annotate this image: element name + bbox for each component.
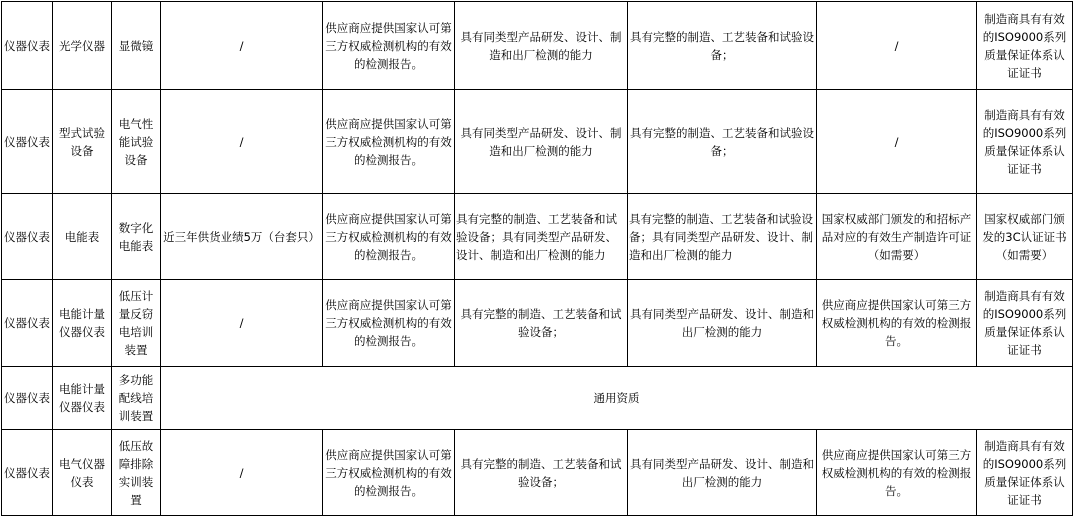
product-cell: 电气性能试验设备 — [112, 90, 161, 194]
capability-b-cell: 具有完整的制造、工艺装备和试验设备； — [628, 90, 817, 194]
capability-a-cell: 具有完整的制造、工艺装备和试验设备；具有同类型产品研发、设计、制造和出厂检测的能力 — [455, 194, 628, 280]
certificate-cell: 制造商具有有效的ISO9000系列质量保证体系认证证书 — [977, 430, 1073, 516]
table-row — [2, 90, 1073, 194]
capability-b-cell: 具有完整的制造、工艺装备和试验设备； — [628, 2, 817, 90]
table-row — [2, 280, 1073, 367]
certificate-cell: 制造商具有有效的ISO9000系列质量保证体系认证证书 — [977, 90, 1073, 194]
general-qualification-cell: 通用资质 — [161, 367, 1073, 430]
type-cell: 型式试验设备 — [53, 90, 112, 194]
certificate-cell: 制造商具有有效的ISO9000系列质量保证体系认证证书 — [977, 280, 1073, 367]
report-cell: 供应商应提供国家认可第三方权威检测机构的有效的检测报告。 — [323, 90, 455, 194]
performance-cell: / — [161, 90, 323, 194]
certificate-cell: 国家权威部门颁发的3C认证证书（如需要） — [977, 194, 1073, 280]
category-cell: 仪器仪表 — [2, 2, 53, 90]
performance-cell: / — [161, 280, 323, 367]
performance-cell: / — [161, 2, 323, 90]
type-cell: 电能计量仪器仪表 — [53, 280, 112, 367]
category-cell: 仪器仪表 — [2, 90, 53, 194]
capability-a-cell: 具有完整的制造、工艺装备和试验设备； — [455, 280, 628, 367]
category-cell: 仪器仪表 — [2, 367, 53, 430]
product-cell: 显微镜 — [112, 2, 161, 90]
report-cell: 供应商应提供国家认可第三方权威检测机构的有效的检测报告。 — [323, 2, 455, 90]
license-cell: 国家权威部门颁发的和招标产品对应的有效生产制造许可证（如需要） — [817, 194, 977, 280]
capability-a-cell: 具有同类型产品研发、设计、制造和出厂检测的能力 — [455, 90, 628, 194]
license-cell: / — [817, 2, 977, 90]
license-cell: 供应商应提供国家认可第三方权威检测机构的有效的检测报告。 — [817, 430, 977, 516]
report-cell: 供应商应提供国家认可第三方权威检测机构的有效的检测报告。 — [323, 430, 455, 516]
type-cell: 电能计量仪器仪表 — [53, 367, 112, 430]
type-cell: 光学仪器 — [53, 2, 112, 90]
capability-a-cell: 具有完整的制造、工艺装备和试验设备； — [455, 430, 628, 516]
product-cell: 低压计量反窃电培训装置 — [112, 280, 161, 367]
category-cell: 仪器仪表 — [2, 430, 53, 516]
capability-b-cell: 具有同类型产品研发、设计、制造和出厂检测的能力 — [628, 280, 817, 367]
capability-b-cell: 具有完整的制造、工艺装备和试验设备；具有同类型产品研发、设计、制造和出厂检测的能力 — [628, 194, 817, 280]
type-cell: 电能表 — [53, 194, 112, 280]
table-row — [2, 194, 1073, 280]
certificate-cell: 制造商具有有效的ISO9000系列质量保证体系认证证书 — [977, 2, 1073, 90]
license-cell: 供应商应提供国家认可第三方权威检测机构的有效的检测报告。 — [817, 280, 977, 367]
capability-b-cell: 具有同类型产品研发、设计、制造和出厂检测的能力 — [628, 430, 817, 516]
performance-cell: / — [161, 430, 323, 516]
category-cell: 仪器仪表 — [2, 280, 53, 367]
report-cell: 供应商应提供国家认可第三方权威检测机构的有效的检测报告。 — [323, 280, 455, 367]
qualification-table — [1, 1, 1073, 516]
performance-cell: 近三年供货业绩5万（台套只） — [161, 194, 323, 280]
product-cell: 低压故障排除实训装置 — [112, 430, 161, 516]
table-row — [2, 367, 1073, 430]
category-cell: 仪器仪表 — [2, 194, 53, 280]
product-cell: 多功能配线培训装置 — [112, 367, 161, 430]
type-cell: 电气仪器仪表 — [53, 430, 112, 516]
product-cell: 数字化电能表 — [112, 194, 161, 280]
report-cell: 供应商应提供国家认可第三方权威检测机构的有效的检测报告。 — [323, 194, 455, 280]
capability-a-cell: 具有同类型产品研发、设计、制造和出厂检测的能力 — [455, 2, 628, 90]
table-row — [2, 430, 1073, 516]
table-row — [2, 2, 1073, 90]
license-cell: / — [817, 90, 977, 194]
